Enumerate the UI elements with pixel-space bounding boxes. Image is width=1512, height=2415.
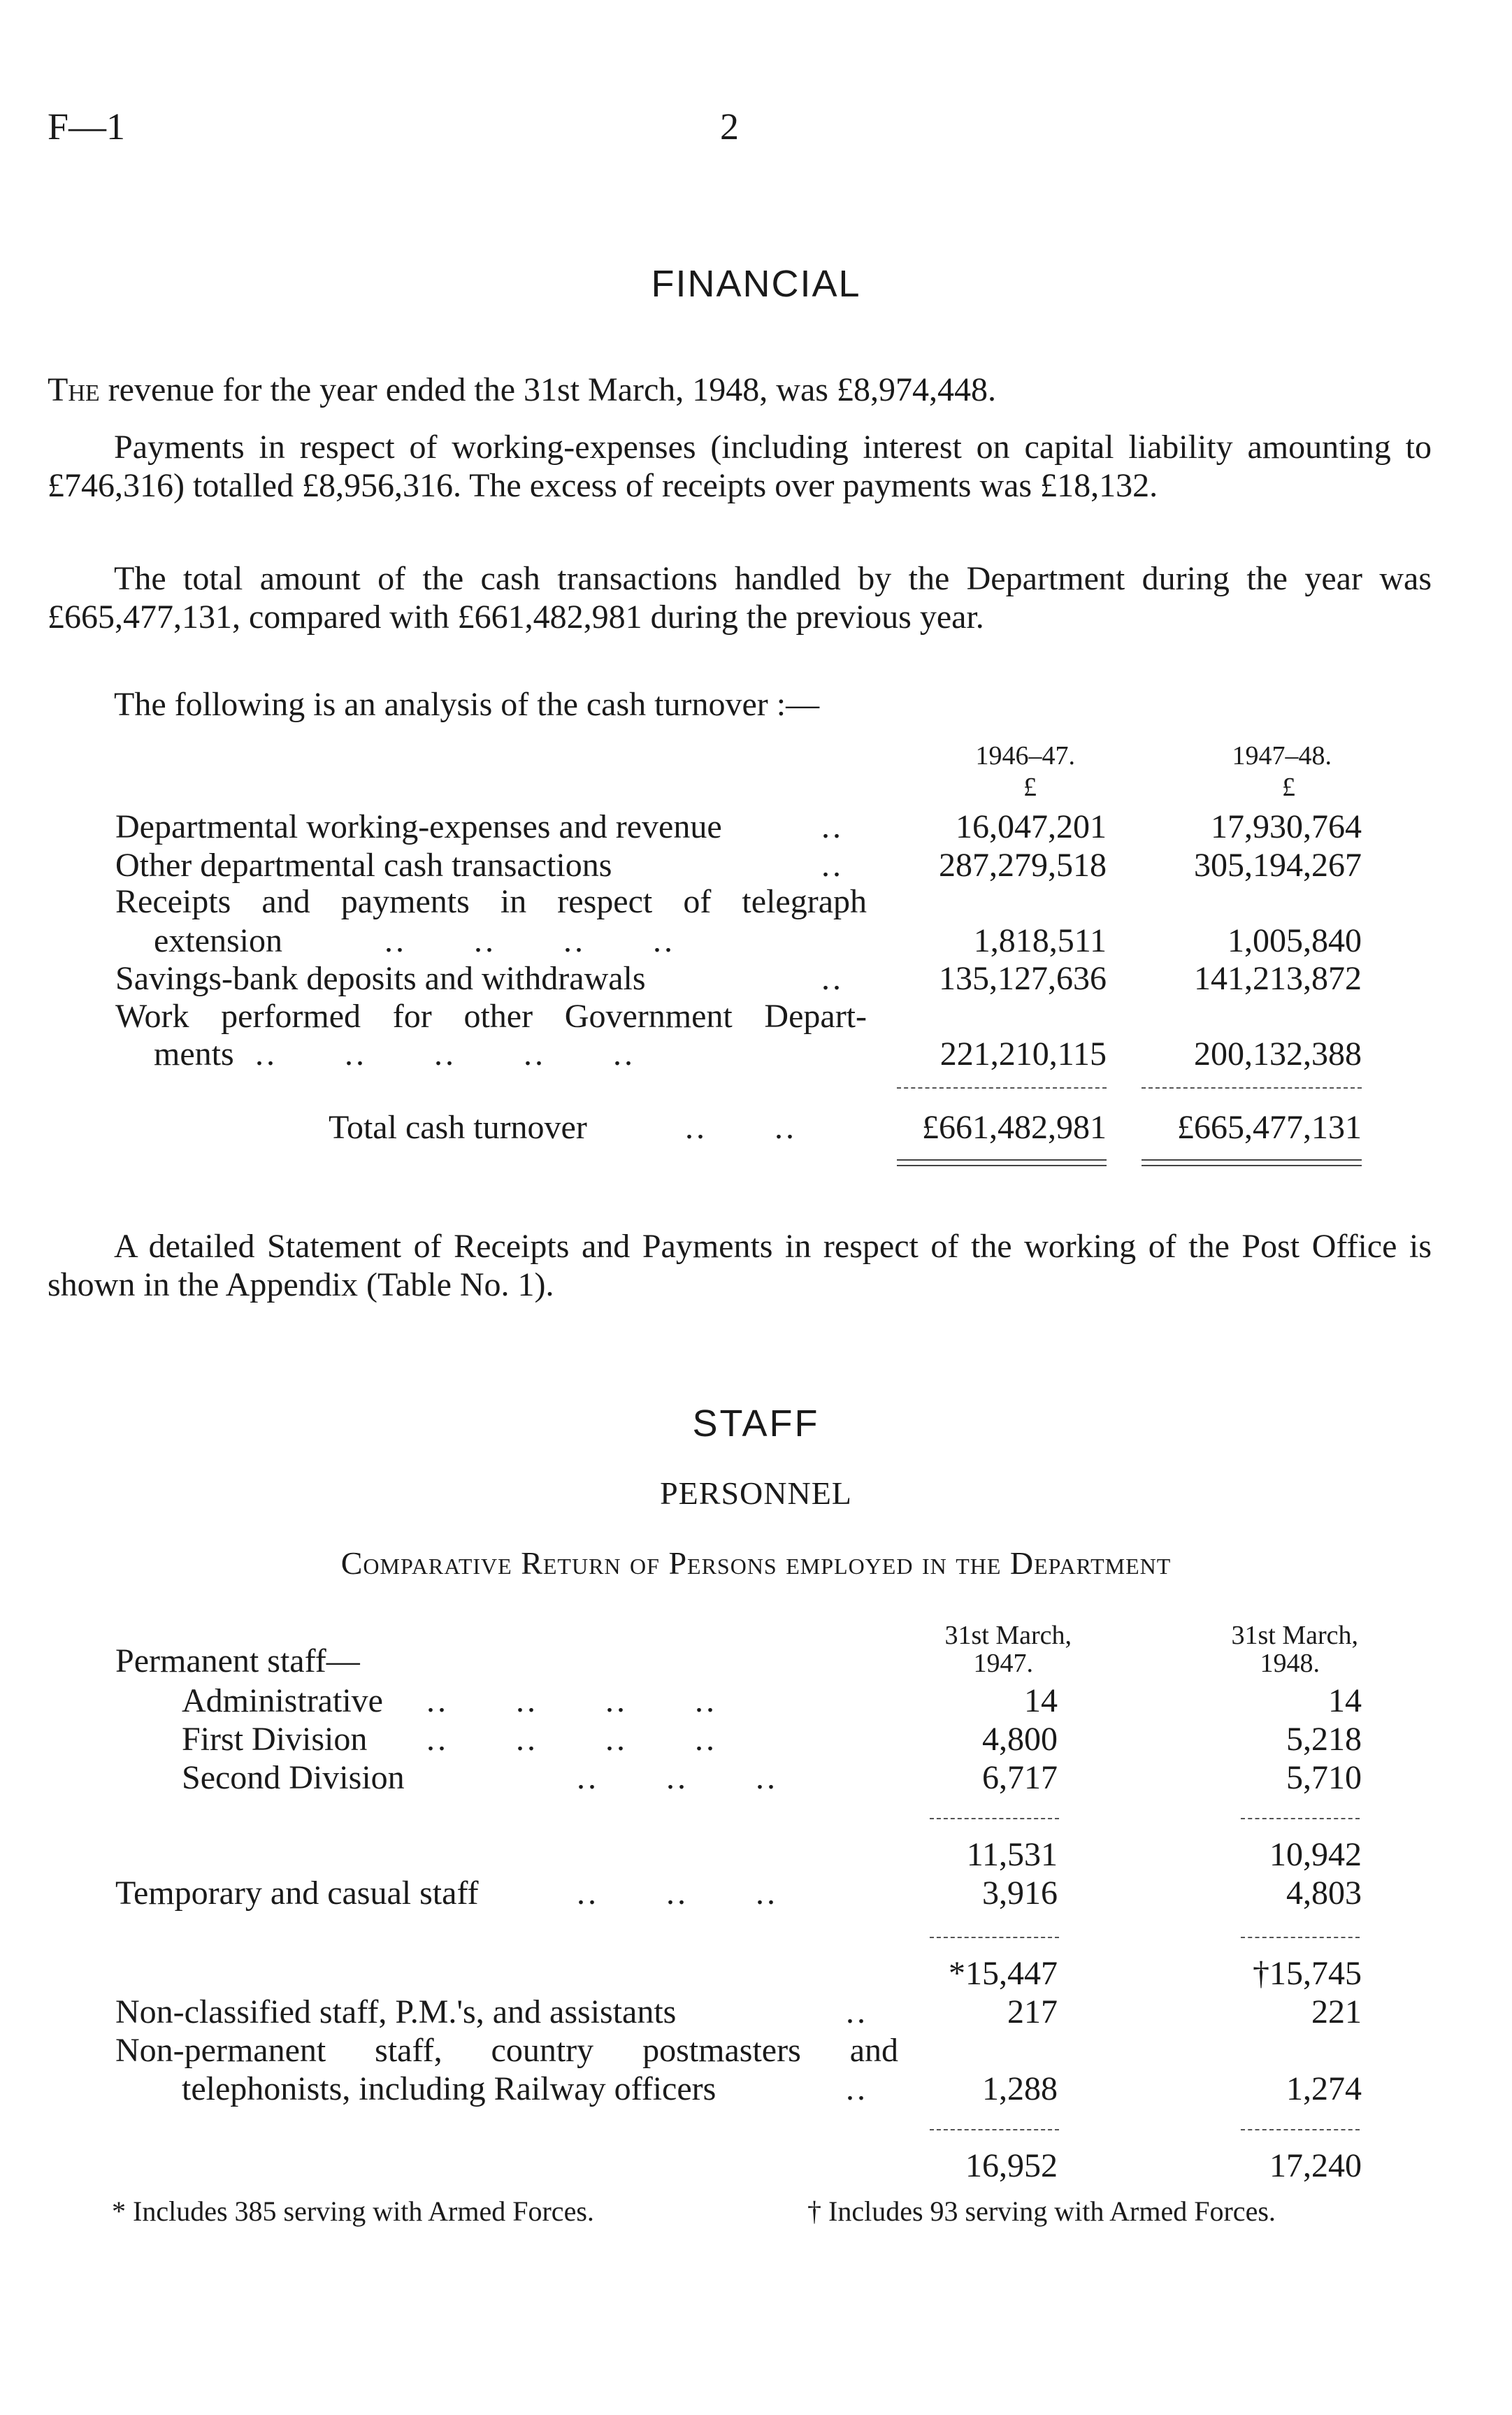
leader-dots: .. — [821, 847, 844, 884]
leader-dots: .. .. .. .. — [426, 1682, 717, 1719]
nonpermanent-value-1947: 1,288 — [982, 2070, 1058, 2107]
temporary-value-1948: 4,803 — [1286, 1875, 1362, 1912]
permanent-staff-label: Permanent staff— — [115, 1642, 360, 1679]
total-label: Total cash turnover — [329, 1109, 587, 1146]
staff-value-1948: 5,218 — [1286, 1721, 1362, 1758]
comparative-return-title: Comparative Return of Persons employed in the Department — [340, 1545, 1172, 1581]
leader-dots: .. — [846, 1993, 868, 2030]
turnover-row-label: Work performed for other Government Depart- — [115, 998, 867, 1035]
subtotal-rule — [1142, 1087, 1362, 1089]
turnover-row-label: Receipts and payments in respect of telegraph — [115, 883, 867, 920]
col-head-1948-year: 1948. — [1260, 1649, 1320, 1678]
staff-row-label: Administrative — [182, 1682, 383, 1719]
col-head-1947: 31st March, — [944, 1621, 1072, 1650]
turnover-row-label-cont: ments — [154, 1035, 234, 1073]
staff-value-1948: 14 — [1328, 1682, 1362, 1719]
turnover-value-1947-48: 141,213,872 — [1194, 960, 1362, 997]
leader-dots: .. .. .. — [577, 1875, 778, 1912]
staff-value-1948: 5,710 — [1286, 1759, 1362, 1796]
permanent-total-1947: 11,531 — [966, 1836, 1058, 1873]
nonclassified-value-1948: 221 — [1311, 1993, 1362, 2030]
staff-row-label: First Division — [182, 1721, 368, 1758]
double-rule — [1142, 1159, 1362, 1161]
temporary-value-1947: 3,916 — [982, 1875, 1058, 1912]
appendix-paragraph: A detailed Statement of Receipts and Payments in respect of the working of the Post Office is shown in the Appendix (Table No. 1). — [48, 1228, 1432, 1304]
grand-total-1948: 17,240 — [1269, 2147, 1362, 2184]
total-value-1946-47: £661,482,981 — [922, 1109, 1107, 1146]
double-rule — [1142, 1165, 1362, 1166]
col-year-1947-48: 1947–48. — [1232, 741, 1332, 771]
subtotal-1948: †15,745 — [1253, 1955, 1362, 1992]
paragraph-text: revenue for the year ended the 31st March, 1948, was £8,974,448. — [99, 371, 996, 408]
subtotal-rule — [1241, 2129, 1360, 2130]
turnover-row-label: Savings-bank deposits and withdrawals — [115, 960, 646, 997]
nonpermanent-staff-label-cont: telephonists, including Railway officers — [182, 2070, 717, 2107]
permanent-total-1948: 10,942 — [1269, 1836, 1362, 1873]
total-value-1947-48: £665,477,131 — [1177, 1109, 1362, 1146]
subtotal-rule — [930, 1937, 1059, 1938]
nonclassified-value-1947: 217 — [1007, 1993, 1058, 2030]
col-year-1946-47: 1946–47. — [975, 741, 1075, 771]
payments-paragraph: Payments in respect of working-expenses (including interest on capital liability amounting to £746,316) totalled £8,956,316. The excess of receipts over payments was £18,132. — [48, 429, 1432, 505]
turnover-row-label-cont: extension — [154, 922, 282, 959]
subtotal-rule — [930, 2129, 1059, 2130]
col-head-1947-year: 1947. — [973, 1649, 1033, 1678]
financial-heading: FINANCIAL — [651, 263, 861, 305]
subtotal-rule — [930, 1818, 1059, 1819]
turnover-value-1947-48: 17,930,764 — [1211, 808, 1362, 845]
nonclassified-staff-label: Non-classified staff, P.M.'s, and assistants — [115, 1993, 677, 2030]
footnote-asterisk: * Includes 385 serving with Armed Forces. — [112, 2195, 594, 2227]
turnover-value-1947-48: 1,005,840 — [1227, 922, 1362, 959]
col-currency-1: £ — [1023, 773, 1037, 802]
paragraph-lead-word: The — [48, 371, 100, 408]
col-head-1948: 31st March, — [1231, 1621, 1358, 1650]
turnover-value-1947-48: 200,132,388 — [1194, 1035, 1362, 1073]
leader-dots: .. .. .. .. — [426, 1721, 717, 1758]
turnover-value-1946-47: 135,127,636 — [939, 960, 1107, 997]
leader-dots: .. .. .. .. — [384, 922, 675, 959]
temporary-staff-label: Temporary and casual staff — [115, 1875, 479, 1912]
staff-row-label: Second Division — [182, 1759, 405, 1796]
grand-total-1947: 16,952 — [965, 2147, 1058, 2184]
double-rule — [897, 1165, 1107, 1166]
leader-dots: .. — [821, 808, 844, 845]
staff-value-1947: 4,800 — [982, 1721, 1058, 1758]
subtotal-rule — [1241, 1937, 1360, 1938]
subtotal-rule — [1241, 1818, 1360, 1819]
analysis-intro: The following is an analysis of the cash turnover :— — [114, 686, 820, 723]
staff-value-1947: 14 — [1024, 1682, 1058, 1719]
nonpermanent-value-1948: 1,274 — [1286, 2070, 1362, 2107]
staff-value-1947: 6,717 — [982, 1759, 1058, 1796]
subtotal-1947: *15,447 — [949, 1955, 1058, 1992]
footnote-dagger: † Includes 93 serving with Armed Forces. — [807, 2195, 1276, 2227]
turnover-row-label: Departmental working-expenses and revenue — [115, 808, 722, 845]
col-currency-2: £ — [1282, 773, 1295, 802]
staff-heading: STAFF — [692, 1403, 820, 1445]
leader-dots: .. — [821, 960, 844, 997]
nonpermanent-staff-label: Non-permanent staff, country postmasters and — [115, 2032, 898, 2069]
page-reference: F—1 — [48, 106, 126, 148]
page-number: 2 — [720, 106, 739, 148]
turnover-value-1946-47: 1,818,511 — [973, 922, 1107, 959]
personnel-subheading: PERSONNEL — [660, 1475, 852, 1511]
leader-dots: .. .. — [685, 1109, 797, 1146]
leader-dots: .. .. .. — [577, 1759, 778, 1796]
turnover-row-label: Other departmental cash transactions — [115, 847, 612, 884]
turnover-value-1946-47: 221,210,115 — [939, 1035, 1107, 1073]
leader-dots: .. — [846, 2070, 868, 2107]
subtotal-rule — [897, 1087, 1107, 1089]
turnover-value-1947-48: 305,194,267 — [1194, 847, 1362, 884]
turnover-value-1946-47: 16,047,201 — [956, 808, 1107, 845]
double-rule — [897, 1159, 1107, 1161]
revenue-paragraph — [48, 371, 1432, 409]
turnover-value-1946-47: 287,279,518 — [939, 847, 1107, 884]
cash-transactions-paragraph: The total amount of the cash transactions handled by the Department during the year was £665,477,131, compared with £661,482,981 during the previous year. — [48, 560, 1432, 636]
leader-dots: .. .. .. .. .. — [255, 1035, 635, 1073]
